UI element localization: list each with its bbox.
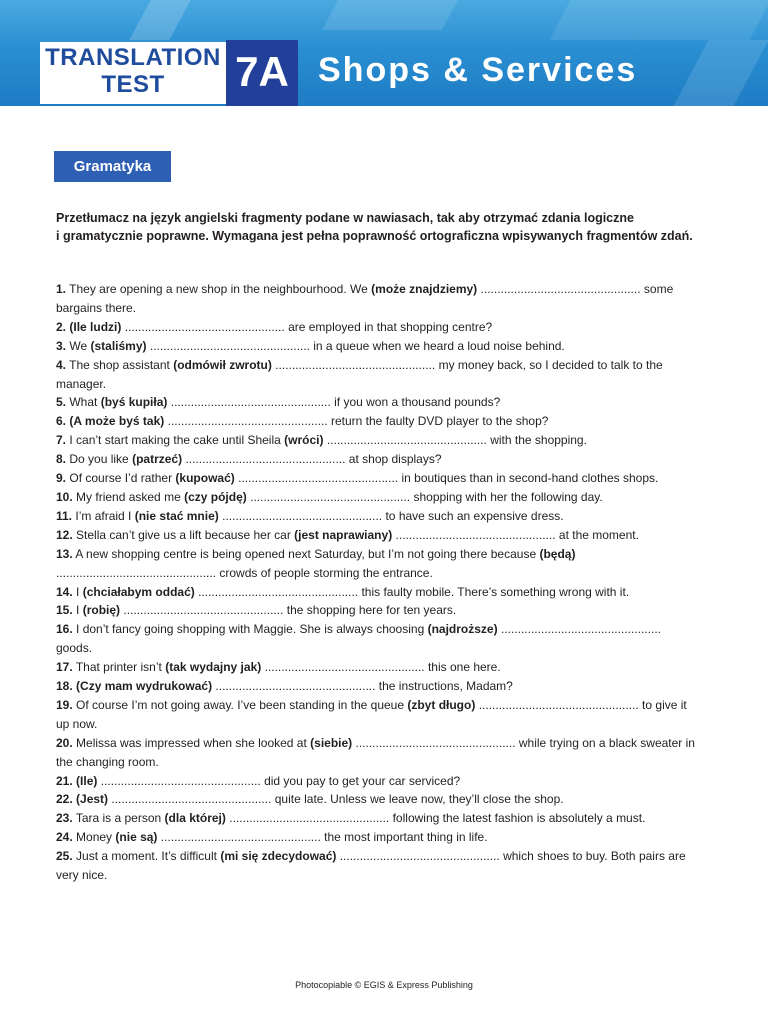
item-number: 17. bbox=[56, 660, 73, 675]
item-text-before: We bbox=[69, 338, 88, 353]
item-number: 18. bbox=[56, 679, 73, 694]
item-polish-hint: (odmówił zwrotu) bbox=[173, 357, 272, 372]
section-label: Gramatyka bbox=[54, 151, 171, 182]
item-number: 25. bbox=[56, 849, 73, 864]
item-text-before: The shop assistant bbox=[69, 357, 170, 372]
item-number: 14. bbox=[56, 584, 73, 599]
item-polish-hint: (jest naprawiany) bbox=[294, 527, 393, 542]
item-text-after: ................................................ the most important thing in life. bbox=[160, 830, 488, 845]
item-text-after: ................................................ quite late. Unless we leave now, they’ll close the shop. bbox=[111, 792, 564, 807]
item-number: 23. bbox=[56, 811, 73, 826]
instructions-line2: i gramatycznie poprawne. Wymagana jest pełna poprawność ortograficzna wpisywanych fragmentów zdań. bbox=[56, 229, 693, 243]
item-number: 21. bbox=[56, 773, 73, 788]
item-text-before: Tara is a person bbox=[75, 811, 162, 826]
item-text-after: ................................................ while trying on a black sweater in the changing room. bbox=[56, 735, 695, 769]
item-text-after: ................................................ return the faulty DVD player to the shop? bbox=[167, 414, 549, 429]
exercise-item bbox=[56, 696, 698, 734]
unit-title: Shops & Services bbox=[318, 51, 638, 89]
item-text-after: ................................................ at the moment. bbox=[395, 527, 639, 542]
item-text-before: I bbox=[76, 584, 80, 599]
item-number: 10. bbox=[56, 489, 73, 504]
exercise-item bbox=[56, 620, 698, 658]
item-polish-hint: (Czy mam wydrukować) bbox=[76, 679, 213, 694]
exercise-item bbox=[56, 356, 698, 394]
item-text-after: ................................................ are employed in that shopping centre? bbox=[124, 319, 493, 334]
exercise-item bbox=[56, 772, 698, 791]
item-number: 11. bbox=[56, 508, 73, 523]
item-text-after: ................................................ this one here. bbox=[264, 660, 501, 675]
exercise-item bbox=[56, 337, 698, 356]
item-text-before: A new shopping centre is being opened next Saturday, but I’m not going there because bbox=[75, 546, 537, 561]
item-polish-hint: (dla której) bbox=[164, 811, 226, 826]
item-polish-hint: (Ile) bbox=[76, 773, 98, 788]
item-text-after: ................................................ with the shopping. bbox=[326, 433, 587, 448]
item-number: 7. bbox=[56, 433, 67, 448]
item-polish-hint: (zbyt długo) bbox=[407, 697, 476, 712]
item-text-before: Stella can’t give us a lift because her car bbox=[76, 527, 291, 542]
item-text-before: I bbox=[76, 603, 80, 618]
exercise-item bbox=[56, 393, 698, 412]
item-polish-hint: (czy pójdę) bbox=[184, 489, 247, 504]
exercise-item bbox=[56, 734, 698, 772]
item-polish-hint: (kupować) bbox=[175, 471, 235, 486]
item-polish-hint: (Ile ludzi) bbox=[69, 319, 122, 334]
exercise-item bbox=[56, 469, 698, 488]
exercise-item bbox=[56, 450, 698, 469]
item-polish-hint: (siebie) bbox=[310, 735, 353, 750]
item-number: 15. bbox=[56, 603, 73, 618]
item-number: 9. bbox=[56, 471, 67, 486]
unit-number: 7A bbox=[235, 48, 289, 95]
instructions bbox=[56, 209, 736, 245]
exercise-list bbox=[56, 280, 698, 885]
banner-decoration bbox=[129, 0, 190, 40]
item-polish-hint: (A może byś tak) bbox=[69, 414, 165, 429]
item-text-after: ................................................ to give it up now. bbox=[56, 697, 687, 731]
exercise-item bbox=[56, 545, 698, 583]
item-number: 19. bbox=[56, 697, 73, 712]
item-polish-hint: (może znajdziemy) bbox=[371, 282, 478, 296]
exercise-item bbox=[56, 677, 698, 696]
item-text-after: ................................................ shopping with her the following day. bbox=[250, 489, 603, 504]
exercise-item bbox=[56, 583, 698, 602]
item-polish-hint: (najdroższe) bbox=[427, 622, 498, 637]
item-text-after: ................................................ the shopping here for ten years. bbox=[123, 603, 457, 618]
item-text-before: They are opening a new shop in the neighbourhood. We bbox=[69, 282, 368, 296]
exercise-item bbox=[56, 488, 698, 507]
item-text-after: ................................................ some bargains there. bbox=[56, 282, 674, 315]
item-text-after: ................................................ the instructions, Madam? bbox=[215, 679, 513, 694]
exercise-item bbox=[56, 847, 698, 885]
item-number: 4. bbox=[56, 357, 67, 372]
item-text-after: ................................................ did you pay to get your car serviced? bbox=[100, 773, 461, 788]
footer-copyright: Photocopiable © EGIS & Express Publishing bbox=[295, 980, 473, 990]
item-polish-hint: (byś kupiła) bbox=[100, 395, 168, 410]
banner-decoration bbox=[671, 40, 768, 106]
exercise-item bbox=[56, 280, 698, 318]
item-text-after: ................................................ goods. bbox=[56, 622, 661, 656]
test-title-line1: TRANSLATION bbox=[45, 44, 221, 71]
banner-decoration bbox=[549, 0, 768, 40]
item-text-after: ................................................ in boutiques than in second-hand clothes shops. bbox=[238, 471, 659, 486]
item-polish-hint: (wróci) bbox=[284, 433, 324, 448]
item-number: 24. bbox=[56, 830, 73, 845]
exercise-item bbox=[56, 526, 698, 545]
item-number: 5. bbox=[56, 395, 67, 410]
exercise-item bbox=[56, 507, 698, 526]
exercise-item bbox=[56, 790, 698, 809]
item-text-after: ................................................ in a queue when we heard a loud noise behind. bbox=[149, 338, 565, 353]
item-polish-hint: (staliśmy) bbox=[90, 338, 147, 353]
item-text-after: ................................................ crowds of people storming the entrance. bbox=[56, 565, 433, 580]
item-text-before: Just a moment. It’s difficult bbox=[76, 849, 217, 864]
item-polish-hint: (nie są) bbox=[115, 830, 158, 845]
item-number: 12. bbox=[56, 527, 73, 542]
item-text-before: Of course I’d rather bbox=[69, 471, 173, 486]
item-polish-hint: (będą) bbox=[539, 546, 576, 561]
item-text-before: That printer isn’t bbox=[75, 660, 162, 675]
item-number: 16. bbox=[56, 622, 73, 637]
item-polish-hint: (chciałabym oddać) bbox=[82, 584, 195, 599]
item-text-after: ................................................ if you won a thousand pounds? bbox=[170, 395, 501, 410]
exercise-item bbox=[56, 318, 698, 337]
item-polish-hint: (robię) bbox=[82, 603, 121, 618]
test-title-line2: TEST bbox=[101, 71, 165, 98]
item-number: 6. bbox=[56, 414, 67, 429]
item-number: 22. bbox=[56, 792, 73, 807]
item-polish-hint: (nie stać mnie) bbox=[134, 508, 219, 523]
exercise-item bbox=[56, 658, 698, 677]
item-text-before: My friend asked me bbox=[76, 489, 181, 504]
item-text-after: ................................................ at shop displays? bbox=[185, 452, 442, 467]
item-text-after: ................................................ my money back, so I decided to talk to the manager. bbox=[56, 357, 663, 391]
item-text-after: ................................................ which shoes to buy. Both pairs are very nice. bbox=[56, 849, 686, 883]
exercise-item bbox=[56, 431, 698, 450]
item-number: 3. bbox=[56, 338, 67, 353]
item-text-after: ................................................ following the latest fashion is absolutely a must. bbox=[229, 811, 646, 826]
item-text-before: I don’t fancy going shopping with Maggie. She is always choosing bbox=[76, 622, 425, 637]
item-text-before: Of course I’m not going away. I’ve been standing in the queue bbox=[76, 697, 405, 712]
item-polish-hint: (patrzeć) bbox=[132, 452, 183, 467]
item-polish-hint: (mi się zdecydować) bbox=[220, 849, 337, 864]
test-title bbox=[40, 44, 226, 98]
exercise-item bbox=[56, 809, 698, 828]
item-text-before: Money bbox=[76, 830, 113, 845]
item-text-before: I can’t start making the cake until Sheila bbox=[69, 433, 281, 448]
item-text-before: I’m afraid I bbox=[75, 508, 132, 523]
item-text-after: ................................................ to have such an expensive dress. bbox=[222, 508, 564, 523]
item-text-before: What bbox=[69, 395, 98, 410]
instructions-line1: Przetłumacz na język angielski fragmenty podane w nawiasach, tak aby otrzymać zdania logiczne bbox=[56, 211, 634, 225]
exercise-item bbox=[56, 412, 698, 431]
item-number: 13. bbox=[56, 546, 73, 561]
item-number: 20. bbox=[56, 735, 73, 750]
exercise-item bbox=[56, 828, 698, 847]
item-number: 1. bbox=[56, 282, 67, 296]
item-text-after: ................................................ this faulty mobile. There’s something wrong with it. bbox=[198, 584, 630, 599]
item-polish-hint: (tak wydajny jak) bbox=[165, 660, 262, 675]
item-text-before: Do you like bbox=[69, 452, 129, 467]
exercise-item bbox=[56, 601, 698, 620]
item-text-before: Melissa was impressed when she looked at bbox=[76, 735, 307, 750]
item-number: 2. bbox=[56, 319, 67, 334]
item-number: 8. bbox=[56, 452, 67, 467]
banner-decoration bbox=[322, 0, 458, 30]
item-polish-hint: (Jest) bbox=[76, 792, 109, 807]
